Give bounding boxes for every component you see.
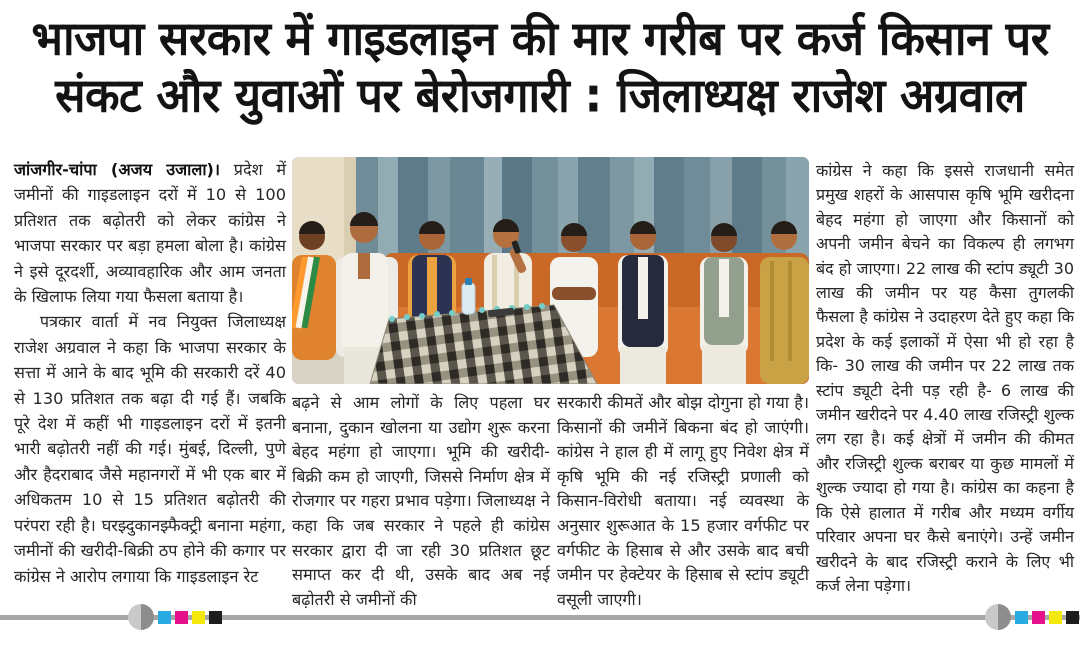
magenta-swatch-icon	[175, 611, 188, 624]
black-swatch-icon	[209, 611, 222, 624]
print-registration-marks-right	[985, 604, 1079, 630]
paragraph-2: पत्रकार वार्ता में नव नियुक्त जिलाध्यक्ष राजेश अग्रवाल ने कहा कि भाजपा सरकार के सत्ता में आने के बाद भूमि की सरकारी दरें 40 से 130 प्रतिशत तक बढ़ा दी गई हैं। जबकि पूरे देश में कहीं भी गाइडलाइन दरों में इतनी भारी बढ़ोतरी नहीं की गई। मुंबई, दिल्ली, पुणे और हैदराबाद जैसे महानगरों में भी एक बार में अधिकतम 10 से 15 प्रतिशत बढ़ोतरी की परंपरा रही है। घरझ्दुकानझ्फैक्ट्री बनाना महंगा, जमीनों की खरीदी-बिक्री ठप होने की कगार पर कांग्रेस ने आरोप लगाया कि गाइडलाइन रेट	[14, 312, 286, 586]
headline	[8, 10, 1072, 124]
cyan-swatch-icon	[158, 611, 171, 624]
column-2	[292, 391, 550, 612]
photo-illustration	[292, 157, 809, 384]
registration-circle-icon	[985, 604, 1011, 630]
headline-line1: भाजपा सरकार में गाइडलाइन की मार गरीब पर कर्ज किसान पर	[31, 10, 1049, 67]
column-4-text: कांग्रेस ने कहा कि इससे राजधानी समेत प्रमुख शहरों के आसपास कृषि भूमि खरीदना बेहद महंगा हो जाएगा और किसानों को अपनी जमीन बेचने का विकल्प ही लगभग बंद हो जाएगा। 22 लाख की स्टांप ड्यूटी 30 लाख की जमीन पर यह कैसा तुगलकी फैसला है कांग्रेस ने उदाहरण देते हुए कहा कि प्रदेश के कई इलाकों में ऐसा भी हो रहा है कि- 30 लाख की जमीन पर 22 लाख तक स्टांप ड्यूटी देनी पड़ रही है- 6 लाख की जमीन खरीदने पर 4.40 लाख रजिस्ट्री शुल्क लग रहा है। कई क्षेत्रों में जमीन की कीमत और रजिस्ट्री शुल्क बराबर या कुछ मामलों में शुल्क ज्यादा हो गया है। कांग्रेस का कहना है कि ऐसे हालात में गरीब और मध्यम वर्गीय परिवार अपना घर कैसे बनाएंगे। उन्हें जमीन खरीदने के बाद रजिस्ट्री कराने के लिए भी कर्ज लेना पड़ेगा।	[816, 161, 1074, 595]
dateline: जांजगीर-चांपा (अजय उजाला)।	[14, 160, 221, 179]
column-2-text: बढ़ने से आम लोगों के लिए पहला घर बनाना, दुकान खोलना या उद्योग शुरू करना बेहद महंगा हो जाएगा। भूमि की खरीदी- बिक्री कम हो जाएगी, जिससे निर्माण क्षेत्र में रोजगार पर गहरा प्रभाव पड़ेगा। जिलाध्यक्ष ने कहा कि जब सरकार ने पहले ही कांग्रेस सरकार द्वारा दी जा रही 30 प्रतिशत छूट समाप्त कर दी थी, उसके बाद अब नई बढ़ोतरी से जमीनों की	[292, 393, 550, 609]
press-conference-photo	[292, 157, 809, 384]
column-1	[14, 157, 286, 589]
paragraph-1	[14, 157, 286, 309]
water-bottle	[462, 278, 475, 314]
column-4	[816, 159, 1074, 598]
yellow-swatch-icon	[192, 611, 205, 624]
registration-circle-icon	[128, 604, 154, 630]
column-3-text: सरकारी कीमतें और बोझ दोगुना हो गया है। किसानों की जमीनें बिकना बंद हो जाएंगी। कांग्रेस ने हाल ही में लागू हुए निवेश क्षेत्र में कृषि भूमि की नई रजिस्ट्री प्रणाली को किसान-विरोधी बताया। नई व्यवस्था के अनुसार शुरूआत के 15 हजार वर्गफीट पर वर्गफीट के हिसाब से और उसके बाद बची जमीन पर हेक्टेयर के हिसाब से स्टांप ड्यूटी वसूली जाएगी।	[557, 393, 809, 609]
black-swatch-icon	[1066, 611, 1079, 624]
magenta-swatch-icon	[1032, 611, 1045, 624]
cyan-swatch-icon	[1015, 611, 1028, 624]
paragraph-1-text: प्रदेश में जमीनों की गाइडलाइन दरों में 10 से 100 प्रतिशत तक बढ़ोतरी को लेकर कांग्रेस ने भाजपा सरकार पर बड़ा हमला बोला है। कांग्रेस ने इसे दूरदर्शी, अव्यावहारिक और आम जनता के खिलाफ लिया गया फैसला बताया है।	[14, 160, 287, 307]
yellow-swatch-icon	[1049, 611, 1062, 624]
print-registration-marks-left	[128, 604, 222, 630]
headline-line2: संकट और युवाओं पर बेरोजगारी : जिलाध्यक्ष राजेश अग्रवाल	[55, 67, 1025, 124]
column-3	[557, 391, 809, 612]
